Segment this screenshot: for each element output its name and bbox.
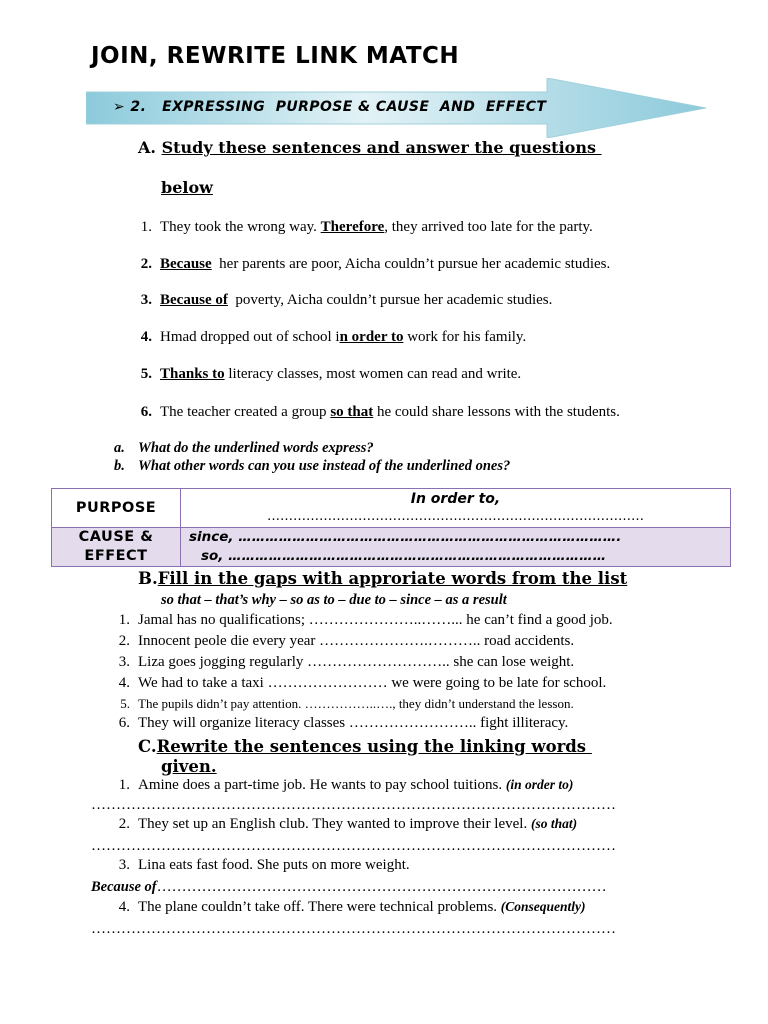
list-item: 6. The teacher created a group so that he could share lessons with the students.: [140, 404, 620, 420]
list-item: 3. Because of poverty, Aicha couldn’t pursue her academic studies.: [140, 292, 553, 308]
linking-hint: (in order to): [505, 777, 574, 792]
rewrite-item: 2. They set up an English club. They wanted to improve their level. (so that): [118, 816, 578, 832]
section-a-title-1: Study these sentences and answer the questions: [161, 138, 602, 157]
list-item: 2. Because her parents are poor, Aicha couldn’t pursue her academic studies.: [140, 256, 611, 272]
answer-line[interactable]: ……………………………………………………………………………………………: [91, 797, 616, 813]
section-a-heading: [138, 138, 602, 157]
word-list: so that – that’s why – so as to – due to – since – as a result: [161, 592, 507, 608]
cause-line-2: so, …………………………………………………………………………: [201, 548, 607, 564]
section-b-heading: B.Fill in the gaps with approriate words from the list: [138, 569, 628, 588]
purpose-label: PURPOSE: [52, 489, 181, 528]
linking-word: so that: [330, 404, 374, 420]
rewrite-item: 1. Amine does a part-time job. He wants to pay school tuitions. (in order to): [118, 777, 574, 793]
page-title: JOIN, REWRITE LINK MATCH: [91, 43, 460, 69]
gap-item[interactable]: 1. Jamal has no qualifications; …………………..……... he can’t find a good job.: [118, 612, 613, 628]
linking-word: Thanks to: [160, 366, 225, 382]
answer-line[interactable]: ……………………………………………………………………………………………: [91, 838, 616, 854]
answer-prefix: Because of: [91, 879, 157, 895]
list-item: 4. Hmad dropped out of school in order to work for his family.: [140, 329, 527, 345]
linking-word: Because: [160, 256, 212, 272]
gap-item[interactable]: 2. Innocent peole die every year ………………….……….. road accidents.: [118, 633, 575, 649]
rewrite-item: 3. Lina eats fast food. She puts on more weight.: [118, 857, 410, 873]
gap-item[interactable]: 5. The pupils didn’t pay attention. ……………..…., they didn’t understand the lesson.: [120, 696, 574, 711]
section-c-title-2: given.: [161, 757, 217, 776]
purpose-line-1: In order to,: [410, 491, 501, 507]
banner-heading: [113, 99, 546, 115]
linking-word: n order to: [339, 329, 404, 345]
purpose-cell[interactable]: [181, 489, 731, 528]
arrow-bullet-icon: ➢: [113, 99, 126, 115]
question-a: a. What do the underlined words express?: [114, 440, 374, 456]
linking-word: Because of: [160, 292, 228, 308]
list-item: 5. Thanks to literacy classes, most women can read and write.: [140, 366, 522, 382]
answer-line[interactable]: Because of………………………………………………………………………………: [91, 879, 607, 895]
banner-text: 2. EXPRESSING PURPOSE & CAUSE AND EFFECT: [130, 99, 547, 115]
cause-line-1: since, ………………………………………………………………………….: [189, 529, 622, 545]
linking-hint: (Consequently): [500, 899, 586, 914]
gap-item[interactable]: 6. They will organize literacy classes …………………….. fight illiteracy.: [118, 715, 569, 731]
gap-item[interactable]: 3. Liza goes jogging regularly ……………………….. she can lose weight.: [118, 654, 575, 670]
section-a-letter: A.: [138, 138, 156, 157]
section-c-title-1: Rewrite the sentences using the linking words: [156, 737, 592, 756]
linking-words-table: [51, 488, 731, 567]
answer-line[interactable]: ……………………………………………………………………………………………: [91, 921, 616, 937]
list-item: 1. They took the wrong way. Therefore, they arrived too late for the party.: [140, 219, 593, 235]
cause-effect-label: CAUSE & EFFECT: [52, 528, 181, 567]
linking-hint: (so that): [530, 816, 578, 831]
cause-effect-cell[interactable]: [181, 528, 731, 567]
section-c-heading: C.Rewrite the sentences using the linking words: [138, 737, 592, 756]
section-b-title: Fill in the gaps with approriate words from the list: [157, 569, 628, 588]
purpose-line-2: ……………………………………………………………………………: [267, 509, 644, 524]
question-b: b. What other words can you use instead of the underlined ones?: [114, 458, 511, 474]
linking-word: Therefore: [320, 219, 385, 235]
rewrite-item: 4. The plane couldn’t take off. There were technical problems. (Consequently): [118, 899, 586, 915]
section-a-title-2: below: [161, 178, 213, 197]
gap-item[interactable]: 4. We had to take a taxi …………………… we were going to be late for school.: [118, 675, 607, 691]
